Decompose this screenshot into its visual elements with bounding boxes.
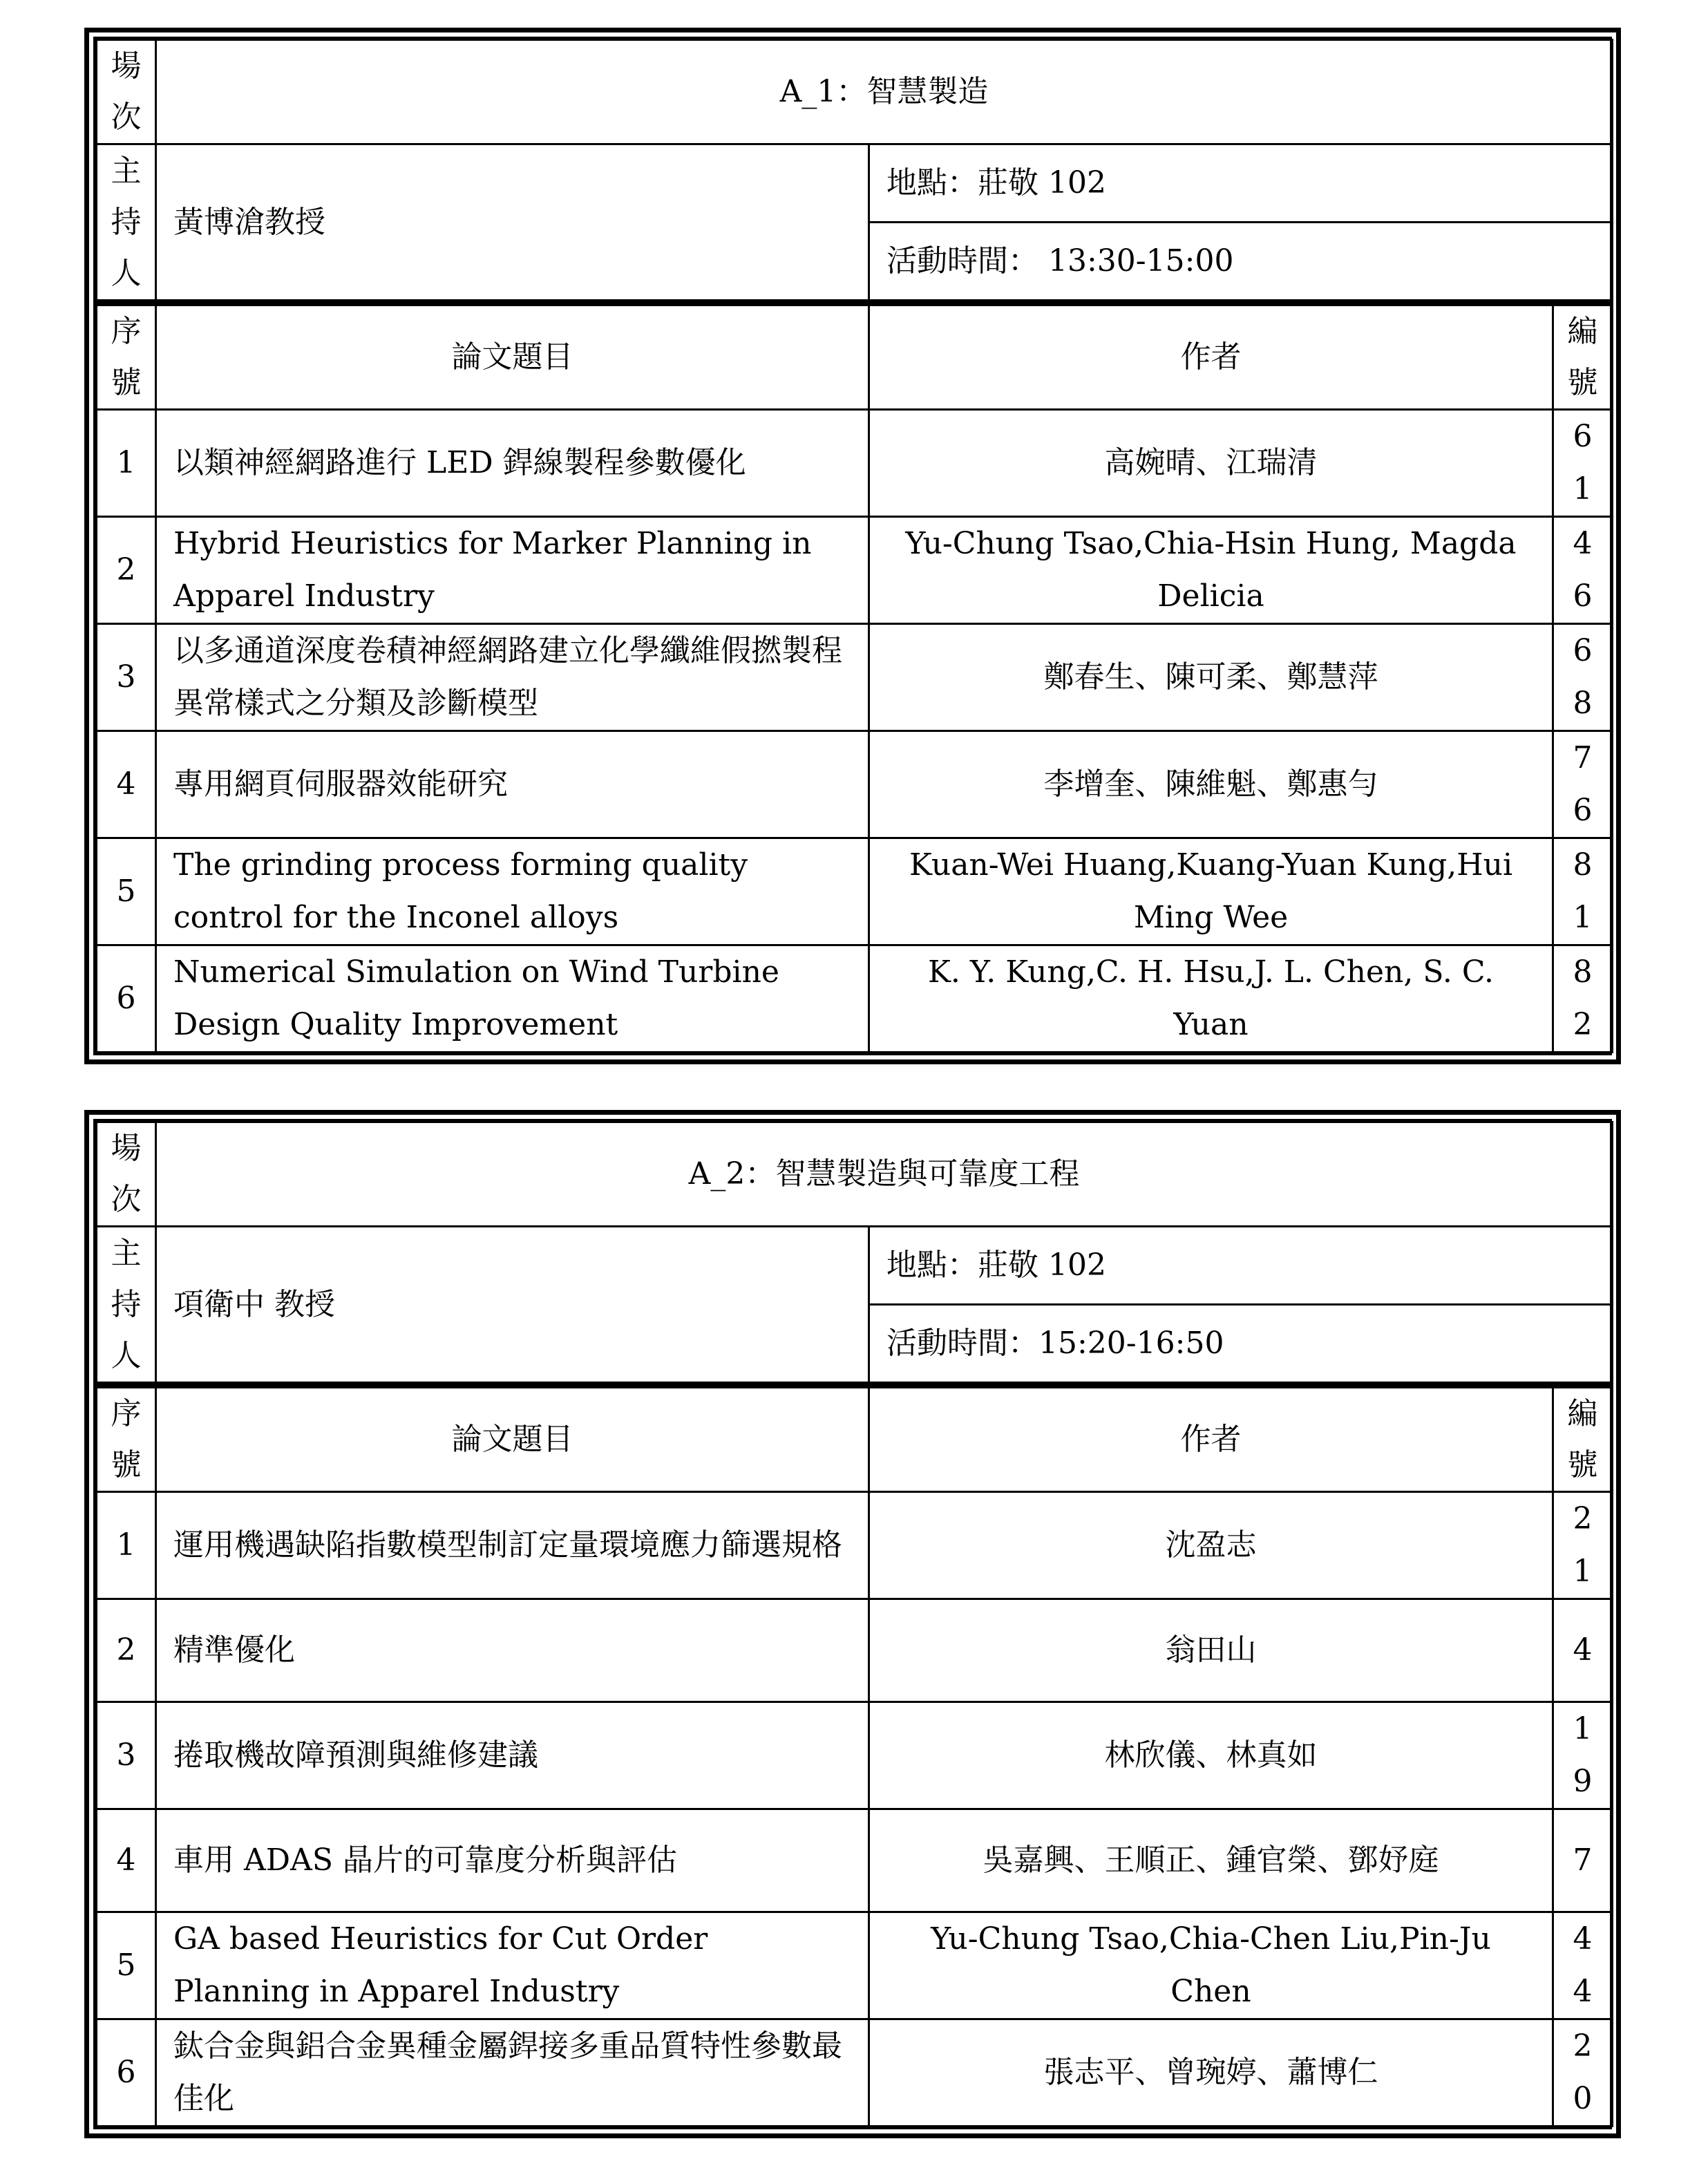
code-header: 編號 [1553,1385,1613,1492]
table-row [97,945,1613,1053]
session-table-a2 [84,1110,1621,2138]
time: 活動時間： 13:30-15:00 [869,223,1613,303]
paper-code: 46 [1553,517,1613,624]
host-label: 主持人 [97,144,156,303]
paper-title: 以多通道深度卷積神經網路建立化學纖維假撚製程異常樣式之分類及診斷模型 [156,624,869,731]
paper-authors: Yu-Chung Tsao,Chia-Hsin Hung, Magda Delicia [869,517,1553,624]
paper-no: 6 [97,945,156,1053]
location: 地點：莊敬 102 [869,1227,1613,1305]
paper-no: 4 [97,1809,156,1912]
paper-title: Hybrid Heuristics for Marker Planning in Apparel Industry [156,517,869,624]
paper-authors: 翁田山 [869,1599,1553,1702]
session-label: 場次 [97,1122,156,1227]
title-header: 論文題目 [156,303,869,410]
paper-no: 1 [97,410,156,517]
paper-no: 5 [97,1912,156,2019]
paper-code: 81 [1553,838,1613,945]
paper-no: 5 [97,838,156,945]
paper-title: 專用網頁伺服器效能研究 [156,731,869,838]
paper-title: 車用 ADAS 晶片的可靠度分析與評估 [156,1809,869,1912]
host-row [97,1227,1613,1305]
paper-title: 鈦合金與鋁合金異種金屬銲接多重品質特性參數最佳化 [156,2019,869,2127]
host-row [97,144,1613,223]
paper-code: 76 [1553,731,1613,838]
paper-authors: K. Y. Kung,C. H. Hsu,J. L. Chen, S. C. Yuan [869,945,1553,1053]
table-row [97,1492,1613,1599]
paper-authors: Kuan-Wei Huang,Kuang-Yuan Kung,Hui Ming Wee [869,838,1553,945]
table-row [97,1702,1613,1809]
index-header: 序號 [97,303,156,410]
paper-code: 68 [1553,624,1613,731]
paper-code: 61 [1553,410,1613,517]
session-name: A_2：智慧製造與可靠度工程 [156,1122,1613,1227]
table-row [97,1912,1613,2019]
code-header: 編號 [1553,303,1613,410]
paper-code: 19 [1553,1702,1613,1809]
paper-code: 82 [1553,945,1613,1053]
paper-authors: 吳嘉興、王順正、鍾官榮、鄧妤庭 [869,1809,1553,1912]
paper-no: 2 [97,517,156,624]
paper-title: GA based Heuristics for Cut Order Planning in Apparel Industry [156,1912,869,2019]
index-header: 序號 [97,1385,156,1492]
paper-authors: 張志平、曾琬婷、蕭博仁 [869,2019,1553,2127]
table-row [97,731,1613,838]
paper-title: 精準優化 [156,1599,869,1702]
table-row [97,517,1613,624]
paper-no: 2 [97,1599,156,1702]
column-header-row [97,1385,1613,1492]
paper-code: 4 [1553,1599,1613,1702]
title-header: 論文題目 [156,1385,869,1492]
paper-authors: Yu-Chung Tsao,Chia-Chen Liu,Pin-Ju Chen [869,1912,1553,2019]
session-label: 場次 [97,40,156,144]
paper-code: 44 [1553,1912,1613,2019]
table-row [97,1809,1613,1912]
session-name: A_1：智慧製造 [156,40,1613,144]
paper-code: 21 [1553,1492,1613,1599]
paper-no: 6 [97,2019,156,2127]
paper-title: 運用機遇缺陷指數模型制訂定量環境應力篩選規格 [156,1492,869,1599]
session-name-row [97,1122,1613,1227]
host-name: 黃博滄教授 [156,144,869,303]
column-header-row [97,303,1613,410]
paper-title: 以類神經網路進行 LED 銲線製程參數優化 [156,410,869,517]
table-row [97,624,1613,731]
paper-no: 4 [97,731,156,838]
paper-code: 7 [1553,1809,1613,1912]
host-name: 項衛中 教授 [156,1227,869,1386]
table-row [97,838,1613,945]
authors-header: 作者 [869,303,1553,410]
paper-title: 捲取機故障預測與維修建議 [156,1702,869,1809]
paper-no: 3 [97,1702,156,1809]
host-label: 主持人 [97,1227,156,1386]
paper-no: 1 [97,1492,156,1599]
paper-no: 3 [97,624,156,731]
table-row [97,2019,1613,2127]
session-name-row [97,40,1613,144]
paper-authors: 李增奎、陳維魁、鄭惠勻 [869,731,1553,838]
authors-header: 作者 [869,1385,1553,1492]
table-row [97,410,1613,517]
time: 活動時間：15:20-16:50 [869,1305,1613,1386]
location: 地點：莊敬 102 [869,144,1613,223]
paper-authors: 鄭春生、陳可柔、鄭慧萍 [869,624,1553,731]
paper-authors: 高婉晴、江瑞清 [869,410,1553,517]
paper-code: 20 [1553,2019,1613,2127]
paper-title: Numerical Simulation on Wind Turbine Design Quality Improvement [156,945,869,1053]
paper-authors: 沈盈志 [869,1492,1553,1599]
paper-title: The grinding process forming quality control for the Inconel alloys [156,838,869,945]
paper-authors: 林欣儀、林真如 [869,1702,1553,1809]
session-table-a1 [84,28,1621,1064]
table-row [97,1599,1613,1702]
